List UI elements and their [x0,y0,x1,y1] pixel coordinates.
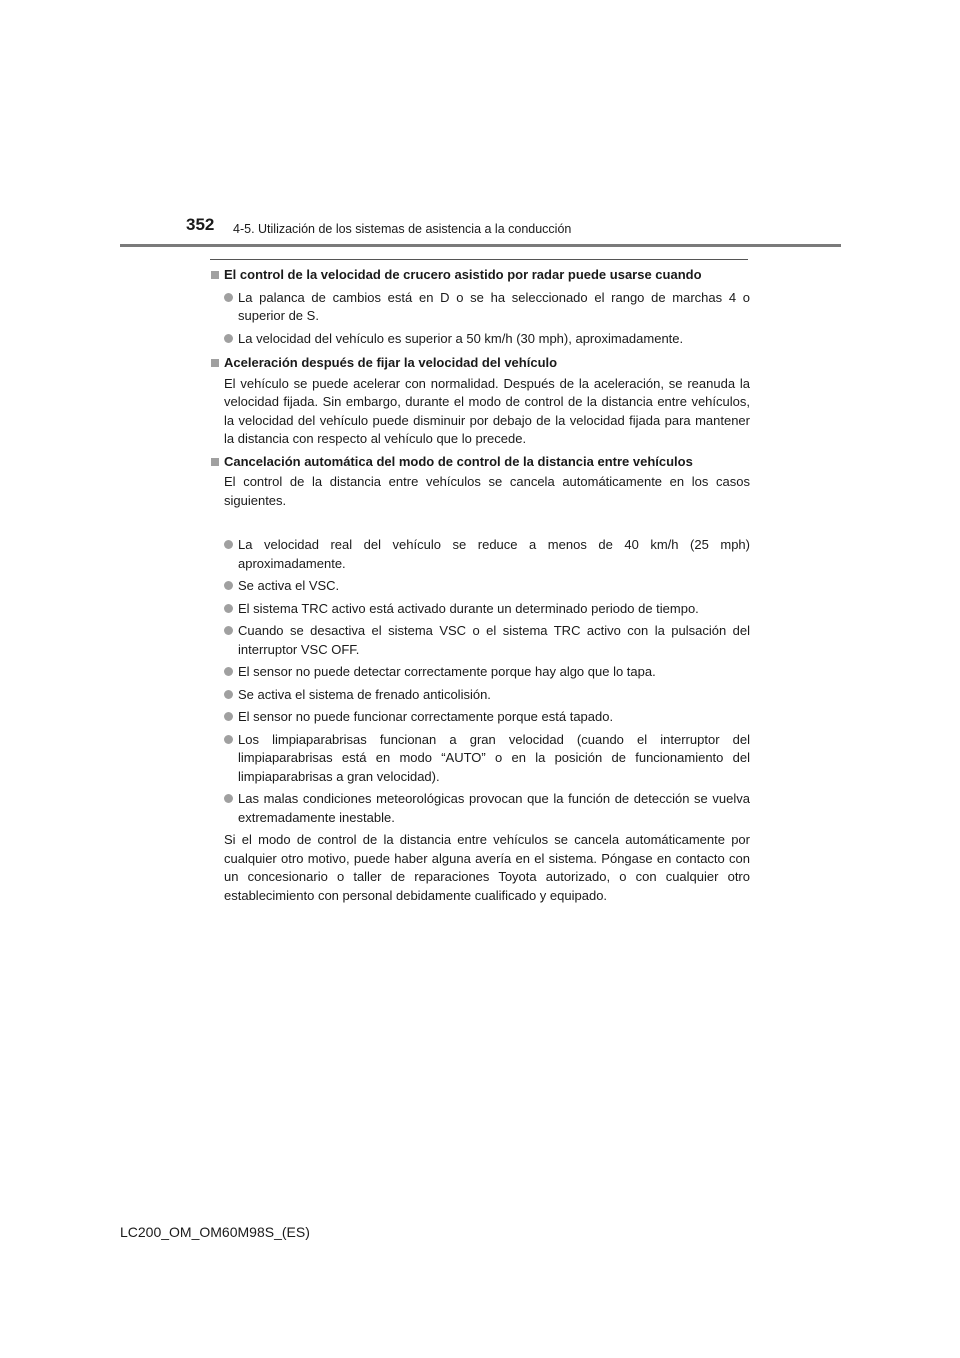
list-item: La velocidad del vehículo es superior a 50 km/h (30 mph), aproximadamente. [210,330,750,349]
circle-bullet-icon [224,581,233,590]
circle-bullet-icon [224,540,233,549]
list-item: La palanca de cambios está en D o se ha seleccionado el rango de marchas 4 o superior de S. [210,289,750,326]
chapter-title: 4-5. Utilización de los sistemas de asistencia a la conducción [233,222,572,236]
circle-bullet-icon [224,626,233,635]
circle-bullet-icon [224,604,233,613]
list-item: La velocidad real del vehículo se reduce a menos de 40 km/h (25 mph) aproximadamente. [210,536,750,573]
list-item: El sistema TRC activo está activado durante un determinado periodo de tiempo. [210,600,750,619]
list-item: Se activa el VSC. [210,577,750,596]
list-item: Los limpiaparabrisas funcionan a gran velocidad (cuando el interruptor del limpiaparabrisas está en modo “AUTO” o en la posición de funcionamiento del limpiaparabrisas a gran velocidad). [210,731,750,787]
circle-bullet-icon [224,690,233,699]
square-bullet-icon [211,359,219,367]
list-item: El sensor no puede funcionar correctamente porque está tapado. [210,708,750,727]
paragraph: El control de la distancia entre vehículos se cancela automáticamente en los casos siguientes. [224,474,750,508]
document-code: LC200_OM_OM60M98S_(ES) [120,1224,310,1240]
square-bullet-icon [211,271,219,279]
circle-bullet-icon [224,712,233,721]
list-item: Cuando se desactiva el sistema VSC o el sistema TRC activo con la pulsación del interruptor VSC OFF. [210,622,750,659]
square-bullet-icon [211,458,219,466]
circle-bullet-icon [224,794,233,803]
section-heading: El control de la velocidad de crucero asistido por radar puede usarse cuando [210,266,750,285]
circle-bullet-icon [224,293,233,302]
section-heading: Aceleración después de fijar la velocidad del vehículo [210,354,750,373]
paragraph: El vehículo se puede acelerar con normalidad. Después de la aceleración, se reanuda la velocidad fijada. Sin embargo, durante el modo de control de la distancia entre vehículos, la velocidad del vehículo puede disminuir por debajo de la velocidad fijada para mantener la distancia con respecto al vehículo que lo precede. [224,375,750,446]
header-rule [120,244,841,247]
section-heading: Cancelación automática del modo de control de la distancia entre vehículos [210,453,750,472]
list-item: Se activa el sistema de frenado anticolisión. [210,686,750,705]
page-number: 352 [186,215,215,234]
closing-paragraph: Si el modo de control de la distancia entre vehículos se cancela automáticamente por cualquier otro motivo, puede haber alguna avería en el sistema. Póngase en contacto con un concesionario o taller de reparaciones Toyota autorizado, o con cualquier otro establecimiento con personal debidamente cualificado y equipado. [224,832,750,903]
list-item: Las malas condiciones meteorológicas provocan que la función de detección se vuelva extremadamente inestable. [210,790,750,827]
circle-bullet-icon [224,735,233,744]
section-rule [210,259,748,260]
list-item: El sensor no puede detectar correctamente porque hay algo que lo tapa. [210,663,750,682]
circle-bullet-icon [224,667,233,676]
circle-bullet-icon [224,334,233,343]
page-content [210,266,750,909]
